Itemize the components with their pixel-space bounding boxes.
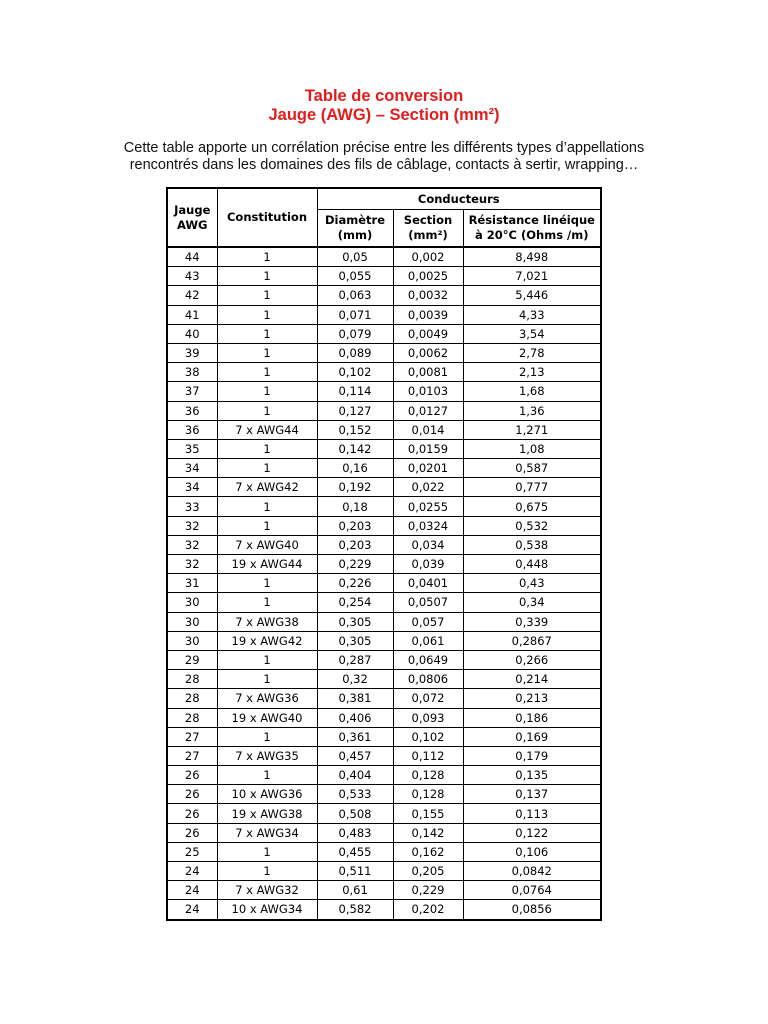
- cell-section: 0,014: [393, 420, 463, 439]
- table-row: [167, 324, 601, 343]
- cell-gauge: 30: [167, 593, 217, 612]
- cell-diameter: 0,533: [317, 785, 393, 804]
- cell-gauge: 26: [167, 766, 217, 785]
- cell-resistance: 0,135: [463, 766, 601, 785]
- cell-diameter: 0,063: [317, 286, 393, 305]
- cell-gauge: 36: [167, 401, 217, 420]
- cell-section: 0,128: [393, 785, 463, 804]
- cell-section: 0,0401: [393, 574, 463, 593]
- cell-constitution: 7 x AWG40: [217, 535, 317, 554]
- cell-diameter: 0,102: [317, 363, 393, 382]
- cell-constitution: 1: [217, 343, 317, 362]
- cell-gauge: 42: [167, 286, 217, 305]
- cell-diameter: 0,508: [317, 804, 393, 823]
- cell-resistance: 0,339: [463, 612, 601, 631]
- table-row: [167, 766, 601, 785]
- cell-constitution: 1: [217, 267, 317, 286]
- cell-section: 0,0649: [393, 650, 463, 669]
- cell-gauge: 39: [167, 343, 217, 362]
- cell-resistance: 2,78: [463, 343, 601, 362]
- cell-gauge: 38: [167, 363, 217, 382]
- cell-resistance: 0,266: [463, 650, 601, 669]
- cell-diameter: 0,142: [317, 439, 393, 458]
- cell-diameter: 0,305: [317, 612, 393, 631]
- cell-constitution: 1: [217, 439, 317, 458]
- cell-gauge: 32: [167, 555, 217, 574]
- intro-text-line-1: Cette table apporte un corrélation précise entre les différents types d’appellations: [123, 140, 645, 156]
- cell-constitution: 7 x AWG34: [217, 823, 317, 842]
- table-row: [167, 363, 601, 382]
- cell-section: 0,002: [393, 247, 463, 267]
- cell-constitution: 10 x AWG36: [217, 785, 317, 804]
- cell-resistance: 8,498: [463, 247, 601, 267]
- cell-section: 0,0127: [393, 401, 463, 420]
- cell-constitution: 1: [217, 593, 317, 612]
- cell-section: 0,128: [393, 766, 463, 785]
- cell-diameter: 0,381: [317, 689, 393, 708]
- cell-section: 0,162: [393, 842, 463, 861]
- document-subtitle: Jauge (AWG) – Section (mm²): [268, 106, 500, 124]
- cell-constitution: 1: [217, 574, 317, 593]
- cell-section: 0,0032: [393, 286, 463, 305]
- cell-resistance: 0,538: [463, 535, 601, 554]
- cell-section: 0,057: [393, 612, 463, 631]
- cell-gauge: 34: [167, 478, 217, 497]
- cell-diameter: 0,404: [317, 766, 393, 785]
- cell-constitution: 19 x AWG42: [217, 631, 317, 650]
- table-row: [167, 439, 601, 458]
- cell-section: 0,0324: [393, 516, 463, 535]
- cell-section: 0,205: [393, 862, 463, 881]
- cell-constitution: 1: [217, 766, 317, 785]
- table-row: [167, 305, 601, 324]
- intro-text-line-2: rencontrés dans les domaines des fils de câblage, contacts à sertir, wrapping…: [129, 157, 639, 173]
- cell-constitution: 1: [217, 305, 317, 324]
- table-row: [167, 343, 601, 362]
- cell-resistance: 0,532: [463, 516, 601, 535]
- cell-gauge: 30: [167, 631, 217, 650]
- cell-constitution: 7 x AWG36: [217, 689, 317, 708]
- cell-resistance: 0,179: [463, 746, 601, 765]
- cell-gauge: 37: [167, 382, 217, 401]
- cell-gauge: 43: [167, 267, 217, 286]
- cell-resistance: 0,122: [463, 823, 601, 842]
- cell-diameter: 0,406: [317, 708, 393, 727]
- cell-constitution: 10 x AWG34: [217, 900, 317, 920]
- table-row: [167, 478, 601, 497]
- cell-resistance: 0,43: [463, 574, 601, 593]
- table-row: [167, 574, 601, 593]
- cell-gauge: 26: [167, 804, 217, 823]
- cell-resistance: 0,2867: [463, 631, 601, 650]
- cell-section: 0,142: [393, 823, 463, 842]
- cell-resistance: 0,34: [463, 593, 601, 612]
- cell-constitution: 1: [217, 842, 317, 861]
- table-row: [167, 900, 601, 920]
- cell-diameter: 0,089: [317, 343, 393, 362]
- cell-section: 0,0062: [393, 343, 463, 362]
- cell-section: 0,155: [393, 804, 463, 823]
- cell-resistance: 1,08: [463, 439, 601, 458]
- cell-resistance: 0,587: [463, 459, 601, 478]
- cell-gauge: 44: [167, 247, 217, 267]
- cell-resistance: 0,186: [463, 708, 601, 727]
- cell-diameter: 0,455: [317, 842, 393, 861]
- cell-gauge: 40: [167, 324, 217, 343]
- cell-resistance: 0,0856: [463, 900, 601, 920]
- cell-constitution: 1: [217, 401, 317, 420]
- cell-gauge: 29: [167, 650, 217, 669]
- cell-constitution: 7 x AWG38: [217, 612, 317, 631]
- cell-diameter: 0,203: [317, 516, 393, 535]
- header-constitution: Constitution: [217, 188, 317, 247]
- cell-resistance: 1,68: [463, 382, 601, 401]
- cell-section: 0,0507: [393, 593, 463, 612]
- cell-diameter: 0,61: [317, 881, 393, 900]
- cell-gauge: 27: [167, 727, 217, 746]
- cell-constitution: 7 x AWG42: [217, 478, 317, 497]
- table-row: [167, 631, 601, 650]
- cell-diameter: 0,055: [317, 267, 393, 286]
- cell-constitution: 1: [217, 670, 317, 689]
- table-row: [167, 842, 601, 861]
- cell-diameter: 0,305: [317, 631, 393, 650]
- cell-diameter: 0,203: [317, 535, 393, 554]
- cell-resistance: 1,36: [463, 401, 601, 420]
- table-row: [167, 382, 601, 401]
- cell-diameter: 0,071: [317, 305, 393, 324]
- cell-constitution: 19 x AWG44: [217, 555, 317, 574]
- cell-gauge: 32: [167, 535, 217, 554]
- cell-section: 0,229: [393, 881, 463, 900]
- table-row: [167, 746, 601, 765]
- cell-diameter: 0,152: [317, 420, 393, 439]
- cell-resistance: 0,213: [463, 689, 601, 708]
- cell-gauge: 26: [167, 823, 217, 842]
- cell-section: 0,022: [393, 478, 463, 497]
- table-row: [167, 516, 601, 535]
- cell-section: 0,072: [393, 689, 463, 708]
- cell-constitution: 1: [217, 324, 317, 343]
- cell-resistance: 3,54: [463, 324, 601, 343]
- cell-gauge: 26: [167, 785, 217, 804]
- table-row: [167, 535, 601, 554]
- cell-section: 0,093: [393, 708, 463, 727]
- cell-diameter: 0,511: [317, 862, 393, 881]
- cell-diameter: 0,287: [317, 650, 393, 669]
- table-row: [167, 497, 601, 516]
- cell-diameter: 0,582: [317, 900, 393, 920]
- cell-gauge: 30: [167, 612, 217, 631]
- cell-constitution: 1: [217, 382, 317, 401]
- header-gauge: Jauge AWG: [167, 188, 217, 247]
- cell-resistance: 0,0842: [463, 862, 601, 881]
- table-row: [167, 555, 601, 574]
- cell-constitution: 1: [217, 363, 317, 382]
- header-conductors-group: Conducteurs: [317, 188, 601, 210]
- cell-resistance: 0,777: [463, 478, 601, 497]
- cell-gauge: 33: [167, 497, 217, 516]
- cell-section: 0,0103: [393, 382, 463, 401]
- cell-gauge: 25: [167, 842, 217, 861]
- table-body: [167, 247, 601, 920]
- table-row: [167, 459, 601, 478]
- cell-resistance: 2,13: [463, 363, 601, 382]
- cell-section: 0,034: [393, 535, 463, 554]
- cell-resistance: 0,675: [463, 497, 601, 516]
- cell-constitution: 1: [217, 516, 317, 535]
- cell-section: 0,061: [393, 631, 463, 650]
- cell-constitution: 1: [217, 862, 317, 881]
- cell-gauge: 24: [167, 900, 217, 920]
- cell-resistance: 0,106: [463, 842, 601, 861]
- cell-constitution: 1: [217, 247, 317, 267]
- table-row: [167, 612, 601, 631]
- cell-section: 0,102: [393, 727, 463, 746]
- cell-gauge: 32: [167, 516, 217, 535]
- table-row: [167, 650, 601, 669]
- cell-section: 0,039: [393, 555, 463, 574]
- cell-constitution: 7 x AWG44: [217, 420, 317, 439]
- cell-gauge: 34: [167, 459, 217, 478]
- cell-resistance: 4,33: [463, 305, 601, 324]
- cell-resistance: 7,021: [463, 267, 601, 286]
- table-row: [167, 286, 601, 305]
- table-row: [167, 708, 601, 727]
- cell-resistance: 5,446: [463, 286, 601, 305]
- cell-diameter: 0,361: [317, 727, 393, 746]
- cell-constitution: 1: [217, 286, 317, 305]
- cell-diameter: 0,127: [317, 401, 393, 420]
- table-row: [167, 689, 601, 708]
- cell-gauge: 36: [167, 420, 217, 439]
- table-row: [167, 247, 601, 267]
- cell-gauge: 28: [167, 708, 217, 727]
- table-row: [167, 727, 601, 746]
- cell-section: 0,112: [393, 746, 463, 765]
- awg-conversion-table: [166, 187, 602, 921]
- table-header: [167, 188, 601, 247]
- cell-section: 0,0025: [393, 267, 463, 286]
- cell-constitution: 1: [217, 497, 317, 516]
- table-row: [167, 670, 601, 689]
- cell-constitution: 1: [217, 459, 317, 478]
- cell-gauge: 35: [167, 439, 217, 458]
- table-row: [167, 593, 601, 612]
- cell-resistance: 1,271: [463, 420, 601, 439]
- table-row: [167, 881, 601, 900]
- table-row: [167, 823, 601, 842]
- cell-constitution: 7 x AWG32: [217, 881, 317, 900]
- cell-resistance: 0,0764: [463, 881, 601, 900]
- cell-diameter: 0,483: [317, 823, 393, 842]
- cell-constitution: 7 x AWG35: [217, 746, 317, 765]
- table-row: [167, 267, 601, 286]
- cell-diameter: 0,16: [317, 459, 393, 478]
- cell-gauge: 41: [167, 305, 217, 324]
- cell-constitution: 19 x AWG38: [217, 804, 317, 823]
- cell-constitution: 19 x AWG40: [217, 708, 317, 727]
- cell-section: 0,0806: [393, 670, 463, 689]
- cell-gauge: 28: [167, 689, 217, 708]
- cell-resistance: 0,169: [463, 727, 601, 746]
- cell-diameter: 0,457: [317, 746, 393, 765]
- cell-diameter: 0,32: [317, 670, 393, 689]
- table-row: [167, 401, 601, 420]
- cell-diameter: 0,192: [317, 478, 393, 497]
- cell-gauge: 24: [167, 862, 217, 881]
- cell-diameter: 0,226: [317, 574, 393, 593]
- cell-resistance: 0,448: [463, 555, 601, 574]
- cell-section: 0,0159: [393, 439, 463, 458]
- cell-section: 0,0255: [393, 497, 463, 516]
- cell-diameter: 0,254: [317, 593, 393, 612]
- header-diameter: Diamètre (mm): [317, 210, 393, 248]
- cell-diameter: 0,05: [317, 247, 393, 267]
- cell-diameter: 0,079: [317, 324, 393, 343]
- cell-resistance: 0,214: [463, 670, 601, 689]
- header-resistance: Résistance linéique à 20°C (Ohms /m): [463, 210, 601, 248]
- cell-gauge: 27: [167, 746, 217, 765]
- table-row: [167, 862, 601, 881]
- cell-section: 0,0049: [393, 324, 463, 343]
- cell-section: 0,0201: [393, 459, 463, 478]
- cell-diameter: 0,18: [317, 497, 393, 516]
- cell-resistance: 0,137: [463, 785, 601, 804]
- cell-diameter: 0,114: [317, 382, 393, 401]
- cell-diameter: 0,229: [317, 555, 393, 574]
- header-section: Section (mm²): [393, 210, 463, 248]
- cell-section: 0,202: [393, 900, 463, 920]
- cell-section: 0,0039: [393, 305, 463, 324]
- document-title: Table de conversion: [304, 87, 464, 105]
- table-row: [167, 420, 601, 439]
- cell-constitution: 1: [217, 727, 317, 746]
- cell-gauge: 24: [167, 881, 217, 900]
- cell-gauge: 28: [167, 670, 217, 689]
- cell-constitution: 1: [217, 650, 317, 669]
- cell-section: 0,0081: [393, 363, 463, 382]
- cell-resistance: 0,113: [463, 804, 601, 823]
- table-row: [167, 804, 601, 823]
- cell-gauge: 31: [167, 574, 217, 593]
- table-row: [167, 785, 601, 804]
